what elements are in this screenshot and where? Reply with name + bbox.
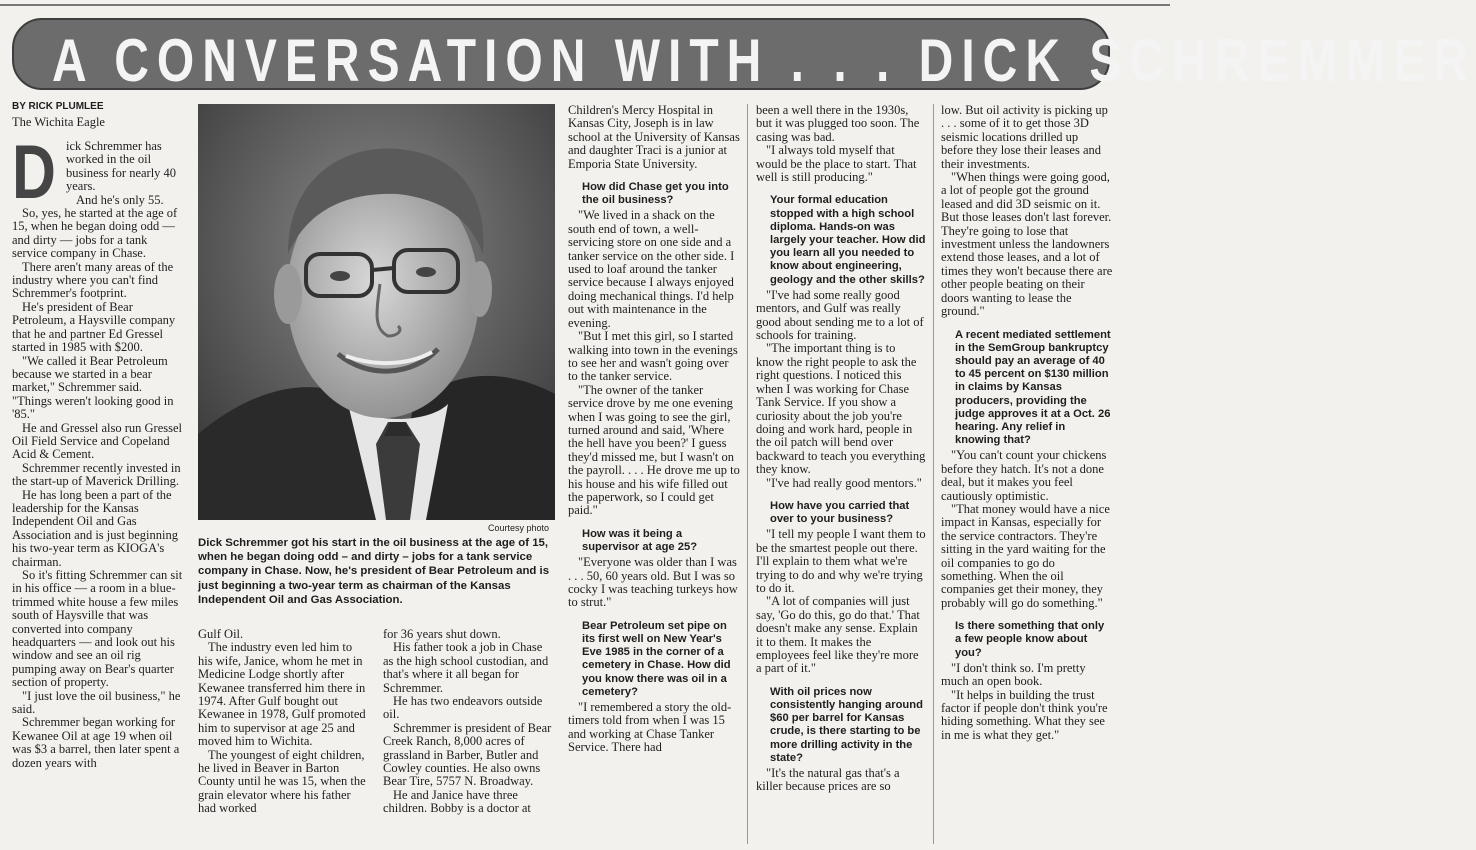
interview-question — [582, 181, 740, 207]
article-paragraph — [756, 477, 926, 490]
article-paragraph — [941, 503, 1113, 610]
article-paragraph — [941, 662, 1113, 689]
article-paragraph — [568, 556, 740, 610]
paragraph-text: "When things were going good, a lot of people got the ground leased and did 3D seismic on it. But those leases don't last forever. They're going to lose that investment unless the landowners extend those leases, and a lot of times they won't because there are other people beating on their doors wanting to lease the ground." — [941, 170, 1113, 319]
article-paragraph — [568, 330, 740, 384]
article-paragraph — [12, 489, 184, 569]
paragraph-text: "I tell my people I want them to be the smartest people out there. I'll explain to them what we're trying to do and why we're trying to do it. — [756, 527, 926, 595]
interview-question — [955, 620, 1113, 660]
paragraph-text: Children's Mercy Hospital in Kansas City, Joseph is in law school at the University of Kansas and daughter Traci is a junior at Emporia State University. — [568, 103, 740, 171]
article-paragraph — [756, 289, 926, 343]
paragraph-text: been a well there in the 1930s, but it was plugged too soon. The casing was bad. — [756, 103, 920, 144]
paragraph-text: Schremmer began working for Kewanee Oil at age 19 when oil was $3 a barrel, then later spent a dozen years with — [12, 715, 180, 770]
paragraph-text: "I always told myself that would be the place to start. That well is still producing." — [756, 143, 917, 185]
paragraph-text: So, yes, he started at the age of 15, when he began doing odd — and dirty — jobs for a tank service company in Chase. — [12, 206, 178, 261]
interview-question — [955, 329, 1113, 448]
paragraph-text: "I don't think so. I'm pretty much an open book. — [941, 660, 1086, 689]
paragraph-text: "I remembered a story the old-timers told from when I was 15 and working at Chase Tanker Service. There had — [568, 700, 732, 755]
article-paragraph — [568, 701, 740, 755]
paragraph-text: "I've had really good mentors." — [766, 475, 922, 490]
column-divider — [933, 104, 934, 844]
paragraph-text: Gulf Oil. — [198, 627, 244, 641]
article-paragraph — [756, 342, 926, 476]
paragraph-text: With oil prices now consistently hanging around $60 per barrel for Kansas crude, is there starting to be more drilling activity in the state? — [770, 685, 923, 764]
paragraph-text: "I've had some really good mentors, and Gulf was really good about sending me to a lot of schools for training. — [756, 287, 924, 343]
article-paragraph — [383, 641, 553, 695]
article-paragraph — [941, 449, 1113, 503]
interview-question — [770, 194, 926, 286]
interview-question — [770, 686, 926, 765]
paragraph-text: How did Chase get you into the oil business? — [582, 181, 729, 207]
byline: BY RICK PLUMLEE — [12, 101, 104, 112]
portrait-photo — [198, 104, 555, 520]
article-column-1 — [12, 130, 184, 846]
article-paragraph — [198, 628, 368, 641]
paragraph-text: "You can't count your chickens before they hatch. It's not a done deal, but it makes you feel cautiously optimistic. — [941, 448, 1107, 503]
article-column-5 — [756, 104, 926, 846]
paragraph-text: "That money would have a nice impact in Kansas, especially for the service contractors. They're sitting in the yard waiting for the oil companies to go do something. When the oil companies get their money, they probably will go do something." — [941, 501, 1110, 610]
article-paragraph — [12, 207, 184, 261]
paragraph-text: And he's only 55. — [76, 192, 164, 207]
paragraph-text: "I just love the oil business," he said. — [12, 688, 181, 717]
paragraph-text: "We called it Bear Petroleum because we started in a bear market," Schremmer said. "Things weren't looking good in '85." — [12, 353, 174, 422]
paragraph-text: He's president of Bear Petroleum, a Haysville company that he and partner Ed Gressel started in 1985 with $200. — [12, 299, 176, 355]
newspaper-name: The Wichita Eagle — [12, 115, 105, 129]
article-paragraph — [941, 104, 1113, 171]
article-column-6 — [941, 104, 1113, 846]
article-paragraph — [12, 301, 184, 355]
article-paragraph — [198, 749, 368, 816]
portrait-illustration — [198, 104, 555, 520]
paragraph-text: How was it being a supervisor at age 25? — [582, 527, 698, 553]
paragraph-text: He and Gressel also run Gressel Oil Field Service and Copeland Acid & Cement. — [12, 420, 183, 462]
article-paragraph — [12, 690, 184, 717]
article-paragraph — [198, 641, 368, 748]
article-column-3 — [383, 628, 553, 846]
photo-credit: Courtesy photo — [488, 523, 550, 533]
article-paragraph — [756, 595, 926, 675]
interview-question — [582, 528, 740, 554]
headline: A CONVERSATION WITH . . . DICK SCHREMMER — [52, 28, 1476, 95]
article-paragraph — [12, 569, 184, 690]
paragraph-text: He has two endeavors outside oil. — [383, 694, 543, 722]
photo-caption: Dick Schremmer got his start in the oil business at the age of 15, when he began doing odd – and dirty – jobs for a tank service company in Chase. Now, he's president of Bear Petroleum and is just beginning a two-year term as chairman of the Kansas Independent Oil and Gas Association. — [198, 537, 550, 606]
paragraph-text: Schremmer recently invested in the start-up of Maverick Drilling. — [12, 460, 181, 489]
paragraph-text: "The owner of the tanker service drove by me one evening when I was going to see the girl, turned around and said, 'Where the hell have you been?' I guess they'd missed me, but I wasn't on the payroll. . . . He drove me up to his house and his wife filled out the paperwork, so I could get paid." — [568, 382, 740, 518]
article-paragraph — [12, 261, 184, 301]
paragraph-text: Bear Petroleum set pipe on its first well on New Year's Eve 1985 in the corner of a cemetery in Chase. How did you know there was oil in a cemetery? — [582, 619, 731, 698]
paragraph-text: "The important thing is to know the right people to ask the right questions. I noticed this when I was working for Chase Tank Service. If you show a curiosity about the job you're doing and work hard, people in the oil patch will bend over backward to teach you everything they know. — [756, 341, 926, 477]
article-paragraph — [383, 789, 553, 816]
paragraph-text: "But I met this girl, so I started walking into town in the evenings to see her and wasn't going over to the tanker service. — [568, 329, 738, 384]
paragraph-text: How have you carried that over to your business? — [770, 499, 910, 526]
article-paragraph — [383, 695, 553, 722]
paragraph-text: Your formal education stopped with a high school diploma. Hands-on was largely your teacher. How did you learn all you needed to know about engineering, geology and the other skills? — [770, 194, 926, 286]
paragraph-text: for 36 years shut down. — [383, 627, 501, 641]
paragraph-text: "A lot of companies will just say, 'Go do this, go do that.' That doesn't make any sense. Explain it to them. It makes the employees feel like they're more a part of it." — [756, 594, 920, 676]
paragraph-text: A recent mediated settlement in the SemGroup bankruptcy should pay an average of 40 to 45 percent on $130 million in claims by Kansas producers, providing the judge approves it at a Oct. 26 hearing. Any relief in knowing that? — [955, 328, 1111, 447]
paragraph-text: The youngest of eight children, he lived in Beaver in Barton County until he was 15, when the grain elevator where his father had worked — [198, 747, 366, 816]
paragraph-text: So it's fitting Schremmer can sit in his office — a room in a blue-trimmed white house a few miles south of Haysville that was converted into company headquarters — and look out his window and see an oil rig pumping away on Bear's quarter section of property. — [12, 568, 183, 690]
article-paragraph — [756, 104, 926, 144]
paragraph-text: "It's the natural gas that's a killer because prices are so — [756, 766, 900, 794]
article-column-4 — [568, 104, 740, 846]
article-paragraph — [756, 144, 926, 184]
top-rule — [0, 4, 1170, 6]
article-paragraph — [568, 209, 740, 330]
drop-cap: D — [12, 130, 56, 215]
article-paragraph — [941, 689, 1113, 743]
interview-question — [770, 500, 926, 526]
paragraph-text: He has long been a part of the leadership for the Kansas Independent Oil and Gas Association and is just beginning his two-year term as KIOGA's chairman. — [12, 487, 178, 569]
article-paragraph — [941, 171, 1113, 318]
article-paragraph — [12, 716, 184, 770]
article-paragraph — [756, 528, 926, 595]
paragraph-text: "We lived in a shack on the south end of town, a well-servicing store on one side and a tanker service on the other side. I used to loaf around the tanker service because I always enjoyed doing mechanical things. I'd help out with maintenance in the evening. — [568, 208, 735, 330]
paragraph-text: Schremmer is president of Bear Creek Ranch, 8,000 acres of grassland in Barber, Butler and Cowley counties. He also owns Bear Tire, 5757 N. Broadway. — [383, 720, 552, 789]
paragraph-text: "Everyone was older than I was . . . 50, 60 years old. But I was so cocky I was teaching turkeys how to strut." — [568, 555, 738, 610]
article-column-2 — [198, 628, 368, 846]
paragraph-text: There aren't many areas of the industry where you can't find Schremmer's footprint. — [12, 259, 174, 301]
article-paragraph — [756, 767, 926, 794]
column-divider — [747, 104, 748, 844]
headline-banner — [12, 18, 1476, 95]
paragraph-text: low. But oil activity is picking up . . . some of it to get those 3D seismic locations drilled up before they lose their leases and their investments. — [941, 103, 1108, 171]
article-paragraph — [12, 462, 184, 489]
article-paragraph — [383, 722, 553, 789]
paragraph-text: His father took a job in Chase as the high school custodian, and that's where it all began for Schremmer. — [383, 640, 549, 695]
paragraph-text: "It helps in building the trust factor if people don't think you're hiding something. What they see in me is what they get." — [941, 687, 1108, 742]
paragraph-text: ick Schremmer has worked in the oil business for nearly 40 years. — [66, 139, 177, 194]
article-paragraph — [383, 628, 553, 641]
article-paragraph — [568, 384, 740, 518]
article-paragraph — [12, 355, 184, 422]
article-paragraph — [568, 104, 740, 171]
paragraph-text: Is there something that only a few people know about you? — [955, 620, 1105, 659]
paragraph-text: He and Janice have three children. Bobby is a doctor at — [383, 787, 531, 816]
interview-question — [582, 620, 740, 699]
article-paragraph — [12, 422, 184, 462]
paragraph-text: The industry even led him to his wife, Janice, whom he met in Medicine Lodge shortly after Kewanee transferred him there in 1974. After Gulf bought out Kewanee in 1978, Gulf promoted him to supervisor at age 25 and moved him to Wichita. — [198, 640, 366, 749]
